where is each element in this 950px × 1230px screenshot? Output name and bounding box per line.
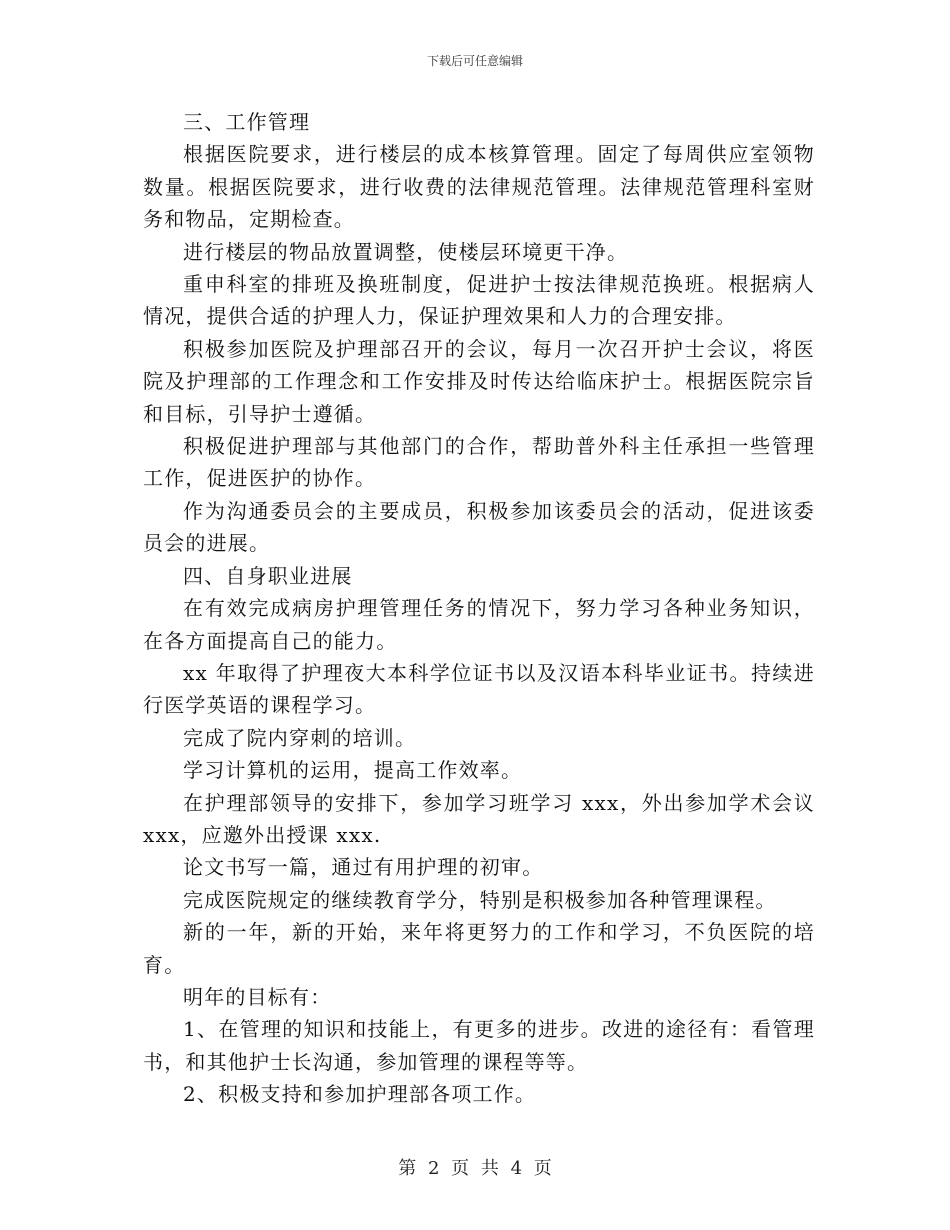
page-number: 第 2 页 共 4 页	[398, 1158, 552, 1179]
paragraph-puncture-training: 完成了院内穿刺的培训。	[183, 725, 417, 750]
paragraph-goals-intro: 明年的目标有：	[183, 984, 332, 1009]
paragraph-committee: 作为沟通委员会的主要成员，积极参加该委员会的活动，促进该委员会的进展。	[143, 498, 815, 556]
document-body	[143, 106, 815, 1111]
paragraph-study: 在有效完成病房护理管理任务的情况下，努力学习各种业务知识，在各方面提高自己的能力。	[143, 596, 815, 653]
paragraph-classes: 在护理部领导的安排下，参加学习班学习 xxx，外出参加学术会议 xxx，应邀外出授课 xxx.	[143, 790, 815, 847]
paragraph-scheduling: 重申科室的排班及换班制度，促进护士按法律规范换班。根据病人情况，提供合适的护理人力，保证护理效果和人力的合理安排。	[143, 272, 815, 329]
paragraph-cost-accounting: 根据医院要求，进行楼层的成本核算管理。固定了每周供应室领物数量。根据医院要求，进行收费的法律规范管理。法律规范管理科室财务和物品，定期检查。	[143, 142, 815, 232]
section-heading-career-development: 四、自身职业进展	[183, 563, 353, 588]
paragraph-item-placement: 进行楼层的物品放置调整，使楼层环境更干净。	[183, 239, 629, 264]
paragraph-computer: 学习计算机的运用，提高工作效率。	[183, 758, 523, 783]
paragraph-certificates: xx 年取得了护理夜大本科学位证书以及汉语本科毕业证书。持续进行医学英语的课程学习。	[143, 660, 815, 718]
paragraph-goal-2: 2、积极支持和参加护理部各项工作。	[183, 1082, 537, 1107]
paragraph-new-year: 新的一年，新的开始，来年将更努力的工作和学习，不负医院的培育。	[143, 920, 815, 977]
paragraph-continuing-education: 完成医院规定的继续教育学分，特别是积极参加各种管理课程。	[183, 887, 777, 912]
section-heading-work-management: 三、工作管理	[183, 110, 311, 134]
page-header: 下载后可任意编辑	[426, 54, 523, 68]
paragraph-cooperation: 积极促进护理部与其他部门的合作，帮助普外科主任承担一些管理工作，促进医护的协作。	[143, 434, 815, 491]
paragraph-thesis: 论文书写一篇，通过有用护理的初审。	[183, 855, 544, 880]
paragraph-goal-1: 1、在管理的知识和技能上，有更多的进步。改进的途径有：看管理书，和其他护士长沟通，参加管理的课程等等。	[143, 1017, 815, 1074]
paragraph-meetings: 积极参加医院及护理部召开的会议，每月一次召开护士会议，将医院及护理部的工作理念和工作安排及时传达给临床护士。根据医院宗旨和目标，引导护士遵循。	[143, 336, 815, 426]
